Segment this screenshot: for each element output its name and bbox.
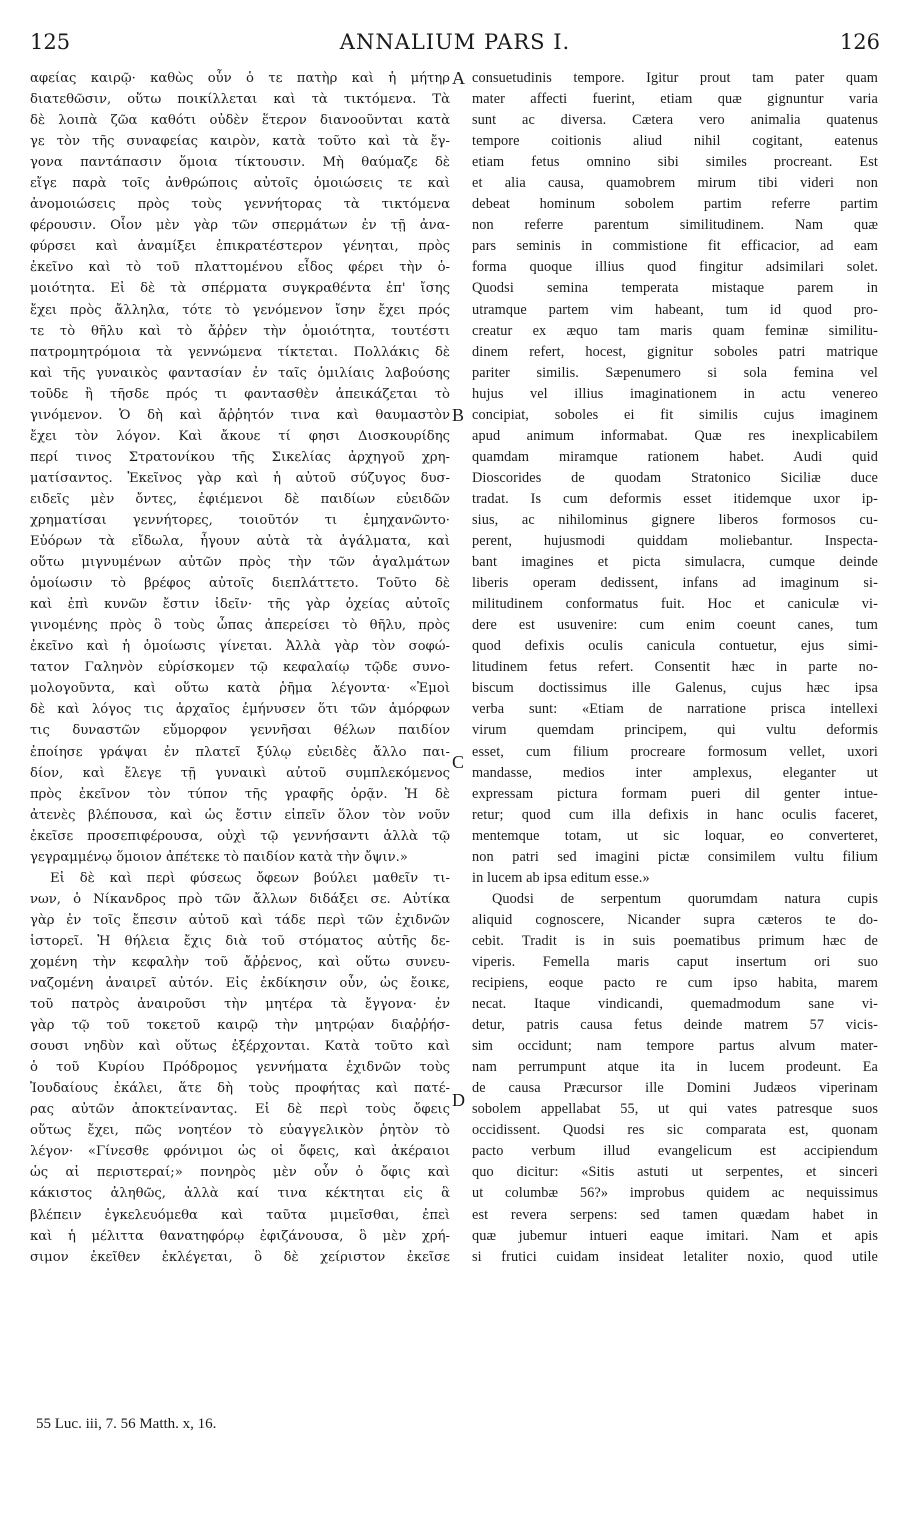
- text-line: etiam fetus omnino sibi similes procreant. Est: [472, 154, 878, 171]
- text-line: creatur ex æquo tam maris quam feminæ similitu-: [472, 322, 878, 339]
- page-number-right: 126: [839, 30, 880, 54]
- text-line: τοῦ πατρὸς ἀναιροῦσι τὴν μητέρα τὰ ἔγγονα· ἐν: [30, 997, 450, 1013]
- text-line: sobolem appellabat 55, ut qui vates patresque suos: [472, 1101, 878, 1118]
- text-line: καὶ ἐπὶ κυνῶν ἔστιν ἰδεῖν· τῆς γὰρ ὀχείας αὐτοῖς: [30, 597, 450, 613]
- text-line: Quodsi semina temperata mistaque parem in: [472, 280, 878, 297]
- text-line: λέγον· «Γίνεσθε φρόνιμοι ὡς οἱ ὄφεις, καὶ ἀκέραιοι: [30, 1144, 450, 1160]
- text-line: αφείας καιρῷ· καθὼς οὖν ὁ τε πατὴρ καὶ ἡ μήτηρ: [30, 71, 450, 86]
- section-marker-d: D: [452, 1090, 465, 1110]
- text-line: non referre parentum similitudinem. Nam quæ: [472, 217, 878, 234]
- text-line: tempore coitionis aliud nihil cogitant, eatenus: [472, 133, 878, 150]
- text-line: περί τινος Στρατονίκου τῆς Σικελίας ἀρχηγοῦ χρη-: [30, 449, 450, 465]
- text-line: βλέπειν ἐγκελευόμεθα καὶ ταῦτα μιμεῖσθαι, ἐπεὶ: [30, 1207, 450, 1223]
- text-line: mentemque totam, ut sic loquar, eo converteret,: [472, 827, 878, 844]
- text-line: γὰρ ἐν τοῖς ἔπεσιν αὐτοῦ καὶ τάδε περὶ τῶν ἐχιδνῶν: [30, 912, 450, 928]
- text-line: recipiens, eoque pacto re cum ipso habita, marem: [472, 975, 878, 992]
- text-line: pars seminis in commistione fit efficacior, ad eam: [472, 238, 878, 255]
- text-line: τις δυναστῶν εὔμορφον γεννῆσαι θέλων παιδίον: [30, 723, 450, 739]
- text-line: ὡς αἱ περιστεραί;» πονηρὸς μὲν οὖν ὁ ὄφις καὶ: [30, 1165, 450, 1181]
- text-line: dinem refert, hocest, gignitur soboles patri matrique: [472, 343, 878, 360]
- text-line: τε τὸ θῆλυ καὶ τὸ ἄῤῥεν τὴν ὁμοιότητα, τουτέστι: [30, 323, 450, 339]
- text-line: virum quemdam principem, qui vultu deformis: [472, 722, 878, 739]
- text-line: γινόμενον. Ὁ δὴ καὶ ἄῤῥητόν τινα καὶ θαυμαστὸν: [30, 407, 450, 423]
- page-header: [30, 30, 880, 60]
- text-line: forma quoque illius quod fingitur adsimilari solet.: [472, 259, 878, 276]
- text-line: verba sunt: «Etiam de narratione prisca intellexi: [472, 701, 878, 718]
- text-line: retur; quod cum illa defixis in hanc oculis faceret,: [472, 806, 878, 823]
- text-line: τατον Γαληνὸν εὑρίσκομεν τῷ κεφαλαίῳ τῷδε συνο-: [30, 660, 450, 676]
- text-line: χομένη τὴν κεφαλὴν τοῦ ἄῤῥενος, καὶ οὕτω συνευ-: [30, 954, 450, 970]
- text-line: ἐκεῖσε προσεπιφέρουσα, οὐχὶ τῷ γεννήσαντι ἀλλὰ τῷ: [30, 828, 450, 844]
- text-line: mandasse, medios inter amplexus, eleganter ut: [472, 764, 878, 781]
- text-line: Dioscorides de quodam Stratonico Siciliæ duce: [472, 469, 878, 486]
- text-line: διατεθῶσιν, οὕτω ποικίλλεται καὶ τὰ τικτόμενα. Τὰ: [30, 92, 450, 108]
- text-line: σιμον ἐκεῖθεν ἐκλέγεται, ὃ δὲ χείριστον ἐκεῖσε: [30, 1249, 450, 1265]
- text-line: pacto verbum illud evangelicum est accipiendum: [472, 1143, 878, 1160]
- text-line: ειδεῖς μὲν ὄντες, ἐφιέμενοι δὲ παιδίων εὐειδῶν: [30, 491, 450, 507]
- text-line: biscum doctissimus ille Galenus, cujus hæc ipsa: [472, 680, 878, 697]
- text-line: et alia causa, quamobrem mirum tibi videri non: [472, 175, 878, 192]
- text-line: viperis. Femella maris caput insertum ori suo: [472, 953, 878, 970]
- section-marker-c: C: [452, 752, 465, 772]
- text-line: δίον, καὶ ἔλεγε τῇ γυναικὶ αὐτοῦ συμπλεκόμενος: [30, 765, 450, 781]
- greek-column: [30, 68, 450, 1418]
- text-line: quæ jubemur intueri eaque imitari. Nam et apis: [472, 1227, 878, 1244]
- text-line: consuetudinis tempore. Igitur prout tam pater quam: [472, 70, 878, 86]
- text-line: ἐκεῖνο καὶ ἡ ὁμοίωσις γίνεται. Ἀλλὰ γὰρ τὸν σοφώ-: [30, 639, 450, 655]
- text-line: σουσι νηδὺν καὶ οὕτως ἐξέρχονται. Κατὰ τοῦτο καὶ: [30, 1039, 450, 1055]
- text-line: aliquid cognoscere, Nicander supra cæteros te do-: [472, 911, 878, 928]
- text-line: liberis operam dedissent, infans ad imaginum si-: [472, 575, 878, 592]
- text-line: quod defixis oculis canicula contuetur, ejus simi-: [472, 638, 878, 655]
- text-line: πατρομητρόμοια τὰ γεννώμενα τίκτεται. Πολλάκις δὲ: [30, 344, 450, 360]
- text-line: utramque partem vim habeant, tum id quod pro-: [472, 301, 878, 318]
- text-line: expressam pictura formam pueri dil genter intue-: [472, 785, 878, 802]
- text-line: ματίσαντος. Ἐκεῖνος γὰρ καὶ ἡ αὐτοῦ σύζυγος δυσ-: [30, 470, 450, 486]
- text-line: mater affecti fuerint, etiam quæ gignuntur varia: [472, 91, 878, 108]
- text-line: bant imagines et picta simulacra, cumque deinde: [472, 554, 878, 571]
- text-line: ut columbæ 56?» improbus quidem ac nequissimus: [472, 1185, 878, 1202]
- text-line: Εὐόρων τὰ εἴδωλα, ἦγουν αὐτὰ τὰ ἀγάλματα, καὶ: [30, 534, 450, 550]
- text-line: in lucem ab ipsa editum esse.»: [472, 869, 650, 886]
- text-line: ναζομένη ἀναιρεῖ αὐτόν. Εἰς ἐκδίκησιν οὖν, ὡς ἔοικε,: [30, 976, 450, 992]
- text-line: οὕτω μιγνυμένων αὐτῶν πρὸς τὴν τῶν ἀγαλμάτων: [30, 555, 450, 571]
- text-line: quamdam miramque rationem habet. Audi quid: [472, 448, 878, 465]
- text-line: γεγραμμένῳ ὅμοιον ἀπέτεκε τὸ παιδίον κατὰ τὴν ὄψιν.»: [30, 849, 408, 865]
- text-line: Quodsi de serpentum quorumdam natura cupis: [492, 890, 878, 907]
- text-line: ἔχει πρὸς ἄλληλα, τότε τὸ γενόμενον ἴσην ἔχει πρός: [30, 302, 450, 318]
- text-line: ὁ τοῦ Κυρίου Πρόδρομος γεννήματα ἐχιδνῶν τοὺς: [30, 1060, 450, 1076]
- text-line: ἐποίησε γράψαι ἐν πλατεῖ ξύλῳ εὐειδὲς ἄλλο παι-: [30, 744, 450, 760]
- text-line: quo dicitur: «Sitis astuti ut serpentes, et sinceri: [472, 1164, 878, 1181]
- text-line: sunt ac diversa. Cætera vero animalia quatenus: [472, 112, 878, 129]
- text-line: occidissent. Quodsi res sic comparata est, quonam: [472, 1122, 878, 1139]
- text-line: non patri sed imagini pictæ consimilem vultu filium: [472, 848, 878, 865]
- text-line: de causa Præcursor ille Domini Judæos viperinam: [472, 1080, 878, 1097]
- text-line: γινομένης πρὸς ὃ τοὺς ὦπας ἀπερείσει τὸ θῆλυ, πρὸς: [30, 618, 450, 634]
- text-line: dere est usuvenire: cum enim coeunt canes, tum: [472, 617, 878, 634]
- text-line: Ἰουδαίους ἐκάλει, ἅτε δὴ τοὺς προφήτας καὶ πατέ-: [30, 1081, 450, 1097]
- text-line: νων, ὁ Νίκανδρος πρὸ τῶν ἄλλων διδάξει σε. Αὐτίκα: [30, 891, 450, 907]
- text-line: necat. Itaque vindicandi, quemadmodum sane vi-: [472, 996, 878, 1013]
- text-line: pariter similis. Sæpenumero si sola femina vel: [472, 364, 878, 381]
- text-line: εἴγε παρὰ τοῖς ἀνθρώποις αὐτοῖς ὁμοιώσεις τε καὶ: [30, 176, 450, 192]
- text-line: ὁμοίωσιν τὸ βρέφος αὐτοῖς διεπλάττετο. Τοῦτο δὲ: [30, 576, 450, 592]
- text-line: concipiat, soboles ei fit similis cujus imaginem: [472, 406, 878, 423]
- text-line: Εἰ δὲ καὶ περὶ φύσεως ὄφεων βούλει μαθεῖν τι-: [50, 870, 450, 886]
- footnote: 55 Luc. iii, 7. 56 Matth. x, 16.: [36, 1416, 217, 1432]
- text-line: nam perrumpunt atque ita in lucem prodeunt. Ea: [472, 1059, 878, 1076]
- text-line: litudinem fetus refert. Consentit hæc in parte no-: [472, 659, 878, 676]
- text-line: ἱστορεῖ. Ἡ θήλεια ἔχις διὰ τοῦ στόματος αὐτῆς δε-: [30, 933, 450, 949]
- text-line: μολογοῦντα, καὶ οὕτω κατὰ ῥῆμα λέγοντα· «Ἐμοὶ: [30, 681, 450, 697]
- text-line: cebit. Tradit is in suis poematibus primum hæc de: [472, 932, 878, 949]
- text-line: φέρουσιν. Οἷον μὲν γὰρ τῶν σπερμάτων ἐν τῇ ἀνα-: [30, 218, 450, 234]
- text-line: sius, ac nihilominus gignere liberos formosos cu-: [472, 511, 878, 528]
- text-line: perent, hujusmodi quiddam moliebantur. Inspecta-: [472, 533, 878, 550]
- text-line: ἀτενὲς βλέπουσα, καὶ ὡς ἔστιν εἰπεῖν ὅλον τὸν νοῦν: [30, 807, 450, 823]
- text-line: καὶ τῆς γυναικὸς φαντασίαν ἐν ταῖς ὁμιλίαις λαβούσης: [30, 365, 450, 381]
- text-line: δὲ λοιπὰ ζῶα καθότι οὐδὲν ἕτερον διανοοῦνται κατὰ: [30, 113, 450, 129]
- text-line: tradat. Is cum deformis esset itidemque uxor ip-: [472, 490, 878, 507]
- text-line: πρὸς ἐκεῖνον τὸν τύπον τῆς γραφῆς ὁρᾷν. Ἡ δὲ: [30, 786, 450, 802]
- latin-column: [472, 68, 878, 1418]
- text-line: ἀνομοιώσεις πρὸς τοὺς γεννήτορας τὰ τικτόμενα: [30, 197, 450, 213]
- text-line: δὲ καὶ λόγος τις ἀρχαῖος ἐμήνυσεν ὅτι τῶν ἀμόρφων: [30, 702, 450, 718]
- text-line: γονα παντάπασιν ὅμοια τίκτουσιν. Μὴ θαύμαζε δὲ: [30, 155, 450, 171]
- text-line: ἐκεῖνο καὶ τὸ τοῦ πλαττομένου εἶδος φέρει τὴν ὁ-: [30, 260, 450, 276]
- section-marker-a: A: [452, 68, 465, 88]
- text-line: οὕτως ἔχει, πῶς νοητέον τὸ εὐαγγελικὸν ῥητὸν τὸ: [30, 1123, 450, 1139]
- text-line: κάκιστος ἀληθῶς, ἀλλὰ καί τινα κέκτηται εἰς ἃ: [30, 1186, 450, 1202]
- text-line: militudinem conformatus fuit. Hoc et caniculæ vi-: [472, 596, 878, 613]
- text-line: est revera serpens: sed tamen quædam habet in: [472, 1206, 878, 1223]
- text-line: si frutici cuidam insideat letaliter noxio, quod utile: [472, 1248, 878, 1265]
- text-line: μοιότητα. Εἰ δὲ τὰ σπέρματα συγκραθέντα ἐπ' ἴσης: [30, 281, 450, 297]
- text-line: sim occidunt; nam tempore partus alvum mater-: [472, 1038, 878, 1055]
- text-line: γε τὸν τῆς συναφείας καιρὸν, κατὰ τοῦτο καὶ τὰ ἔγ-: [30, 134, 450, 150]
- section-marker-b: B: [452, 405, 465, 425]
- text-line: ἔχει τὸν λόγον. Καὶ ἄκουε τί φησι Διοσκουρίδης: [30, 428, 450, 444]
- text-line: φύρσει καὶ ἀναμίξει ἐπικρατέστερον γένηται, πρὸς: [30, 239, 450, 255]
- text-line: hujus vel illius imaginationem in actu venereo: [472, 385, 878, 402]
- text-line: debeat hominum sobolem partim referre partim: [472, 196, 878, 213]
- text-line: τοῦδε ἢ τῆσδε πρός τι φαντασθὲν ἀπεικάζεται τὸ: [30, 386, 450, 402]
- text-line: esset, cum filium procreare formosum vellet, uxori: [472, 743, 878, 760]
- text-line: γὰρ τῷ τοῦ τοκετοῦ καιρῷ τὴν μητρῴαν διαῤῥήσ-: [30, 1018, 450, 1034]
- text-line: ρας αὐτῶν ἀποκτείναντας. Εἰ δὲ περὶ τοὺς ὄφεις: [30, 1102, 450, 1118]
- text-line: καὶ ἡ μέλιττα θανατηφόρῳ ἐφιζάνουσα, ὃ μὲν χρή-: [30, 1228, 450, 1244]
- text-line: detur, patris causa fetus deinde matrem 57 vicis-: [472, 1017, 878, 1034]
- running-title: ANNALIUM PARS I.: [339, 30, 571, 54]
- page-number-left: 125: [30, 30, 71, 54]
- text-line: χρηματίσαι γεννήτορες, τοιοῦτόν τι ἐμηχανῶντο·: [30, 512, 450, 528]
- text-line: apud animum informabat. Quæ res inexplicabilem: [472, 427, 878, 444]
